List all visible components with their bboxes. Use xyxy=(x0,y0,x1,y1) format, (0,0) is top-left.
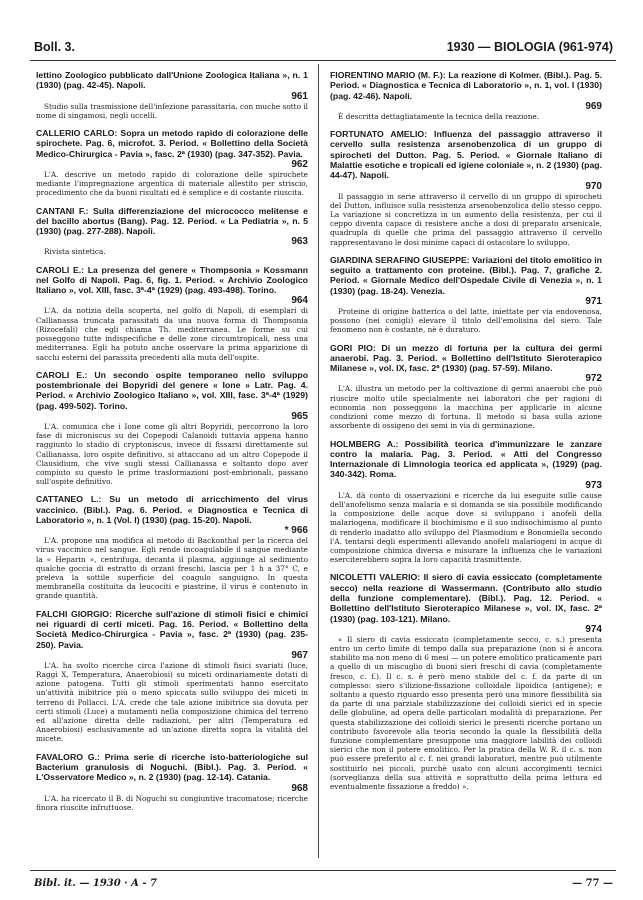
entry-number: 961 xyxy=(291,90,308,102)
entry-number: 969 xyxy=(585,100,602,112)
entry-962 xyxy=(36,128,308,198)
entry-number: 968 xyxy=(291,782,308,794)
entry-963 xyxy=(36,206,308,257)
entry-number: 962 xyxy=(291,158,308,170)
entry-968 xyxy=(36,752,308,812)
header-rule xyxy=(30,60,616,61)
entry-title: HOLMBERG A.: Possibilità teorica d'immunizzare le zanzare contro la malaria. Pag. 3. Period. « Atti del Congresso Internazionale di Limnologia teorica ed applicata », (1929) (pag. 340-342). Roma. xyxy=(330,438,602,480)
entry-summary: Il passaggio in serie attraverso il cervello di un gruppo di spirocheti del Dutton, influisce sulla resistenza arsenobenzolica dello stesso ceppo. La variazione si concretizza in un aumento della resistenza, per cui il ceppo diventa capace di resistere anche a dosi di preparato arsenicale, quadrupla di quelle che prima del passaggio attraverso il cervello rappresentavano le dosi minime capaci di ostacolare lo sviluppo. xyxy=(330,191,602,247)
entry-title: CAROLI E.: Un secondo ospite temporaneo nello sviluppo postembrionale dei Bopyridi del genere « Ione » Latr. Pag. 4. Period. « Archivio Zoologico Italiano », vol. XIII, fasc. 3ª-4ª (1929) (pag. 499-502). Torino. xyxy=(36,369,308,411)
entry-title: FALCHI GIORGIO: Ricerche sull'azione di stimoli fisici e chimici nei riguardi di certi miceti. Pag. 16. Period. « Bollettino della Società Medico-Chirurgica - Pavia », fasc. 2ª (1930) (pag. 235-250). Pavia. xyxy=(36,608,308,650)
entry-970 xyxy=(330,129,602,247)
entry-summary: L'A. ha svolto ricerche circa l'azione di stimoli fisici svariati (luce, Raggi X, Temperatura, Anaerobiosi) su miceti ordinariamente dotati di azione patogena. Tutti gli stimoli sperimentati hanno esercitato un'attività inibitrice più o meno spiccata sullo sviluppo dei miceti in terreno di Pollacci. L'A. crede che tale azione inibitrice sia dovuta per certi stimoli (Luce) a mutamenti nella composizione chimica del terreno ed all'azione diretta delle radiazioni, per altri (Temperatura ed Anaerobiosi) esclusivamente ad un'azione diretta sopra la vitalità del micete. xyxy=(36,660,308,744)
entry-number: 971 xyxy=(585,295,602,307)
footer-left: Bibl. it. — 1930 · A - 7 xyxy=(34,878,157,889)
entry-964 xyxy=(36,265,308,362)
entry-966 xyxy=(36,494,308,600)
entry-title: FORTUNATO AMELIO: Influenza del passaggio attraverso il cervello sulla resistenza arsenobenzolica di un gruppo di spirocheti del Dutton. Pag. 5. Period. « Giornale Italiano di Malattie esotiche e tropicali ed igiene coloniale », n. 2 (1930) (pag. 44-47). Napoli. xyxy=(330,129,602,181)
footer-rule xyxy=(30,870,616,871)
entry-summary: Proteine di origine batterica o del latte, iniettate per via endovenosa, possono (nei conigli) elevare il titolo dell'emolisina del siero. Tale fenomeno non è costante, nè è duraturo. xyxy=(330,306,602,335)
entry-number: 974 xyxy=(585,623,602,635)
entry-number: 972 xyxy=(585,373,602,385)
entry-969 xyxy=(330,70,602,121)
entry-title: NICOLETTI VALERIO: Il siero di cavia essiccato (completamente secco) nella reazione di Wassermann. (Contributo allo studio della funzione complementare). (Bibl.). Pag. 12. Period. « Bollettino dell'Istituto Sieroterapico Milanese », vol. IX, fasc. 2ª (1930) (pag. 103-121). Milano. xyxy=(330,572,602,624)
entry-summary: L'A. da notizia della scoperta, nel golfo di Napoli, di esemplari di Callianassa truncata parassitati da una nuova forma di Thompsonia (Rizocefali) che egli chiama Th. mediterranea. Le forme su cui posseggono tutte indispecifiche e delle zone circumtropicali, ness una mediterranea. Egli ha potuto anche osservare la prima apparizione di sacchi esterni del parassita precedenti alla muta dell'ospite. xyxy=(36,306,308,362)
entry-title: CATTANEO L.: Su un metodo di arricchimento del virus vaccinico. (Bibl.). Pag. 6. Period. « Diagnostica e Tecnica di Laboratorio », n. 1 (Vol. I) (1930) (pag. 15-20). Napoli. xyxy=(36,494,308,525)
entry-title: lettino Zoologico pubblicato dall'Unione Zoologica Italiana », n. 1 (1930) (pag. 42-45). Napoli. xyxy=(36,70,308,91)
entry-972 xyxy=(330,343,602,431)
entry-number: 965 xyxy=(291,410,308,422)
left-column xyxy=(36,70,308,820)
entry-number: 970 xyxy=(585,180,602,192)
entry-number: * 966 xyxy=(284,525,308,537)
entry-number: 973 xyxy=(585,479,602,491)
header-right: 1930 — BIOLOGIA (961-974) xyxy=(446,40,613,54)
right-column xyxy=(330,70,602,799)
entry-973 xyxy=(330,439,602,565)
entry-summary: Studio sulla trasmissione dell'infezione parassitaria, con muche sotto il nome di singamosi, negli uccelli. xyxy=(36,101,308,120)
entry-title: FIORENTINO MARIO (M. F.): La reazione di Kolmer. (Bibl.). Pag. 5. Period. « Diagnostica e Tecnica di Laboratorio », n. 1, vol. I (1930) (pag. 42-46). Napoli. xyxy=(330,70,602,101)
entry-summary: È descritta dettagliatamente la tecnica della reazione. xyxy=(338,111,540,121)
entry-number: 967 xyxy=(291,649,308,661)
entry-summary: L'A. illustra un metodo per la coltivazione di germi anaerobi che può riuscire molto utile specialmente nei laboratori che per ragioni di economia non posseggono la macchina per applicarle in alcune condizioni come mezzo di fortuna. Il metodo si basa sulla azione assorbente di ossigeno dei semi in via di germinazione. xyxy=(330,384,602,431)
entry-title: FAVALORO G.: Prima serie di ricerche isto-batteriologiche sul Bacterium granulosis di Noguchi. (Bibl.). Pag. 3. Period. « L'Osservatore Medico », n. 2 (1930) (pag. 12-14). Catania. xyxy=(36,751,308,783)
entry-summary: L'A. comunica che i Ione come gli altri Bopyridi, percorrono la loro fase di microniscus su dei Copepodi Calanoidi tuttavia appena hanno raggiunto lo stadio di cryptoniscus, invece di fissarsi direttamente sul Callianassa, loro ospite definitivo, si attaccano ad un altro Copepode il Clausidium, che vive sugli stessi Callianassa e soltanto dopo aver compiuto su questo le prime trasformazioni post-embrionali, passano sull'ospite definitivo. xyxy=(36,421,308,487)
entry-974 xyxy=(330,572,602,791)
entry-number: 963 xyxy=(291,236,308,248)
entry-summary: L'A. propone una modifica al metodo di Backonthal per la ricerca del virus vaccinico nel sangue. Egli rende incoagulabile il sangue mediante la « Heparin », centrifuga, decanta il plasma, aggiunge al sedimento qualche goccia di estratto di orzani freschi, lascia per 1 h a 37° C, e preleva la sottile superficie del coagulo sanguigno. In questa membranella costituita da leucociti e piastrine, il virus è contenuto in grande quantità. xyxy=(36,536,308,601)
entry-summary: « Il siero di cavia essiccato (completamente secco, c. s.) presenta entro un certo limite di tempo dalla sua preparazione (non si è ancora stabilito ma non meno di 6 mesi — un potere emolitico praticamente pari a quello di un miscuglio di buoni sieri freschi di cavia (completamente fresco, c. f.). Il c. s. è però meno stabile del c. f. da parte di un complesso: siero s'ilizione-fissazione colloidale lipoidica (antigene); e soltanto a questo riguardo esso presenta però una minore flessibilità sia da parte di una parziale stabilizzazione dei colloidi sierici ed in specie delle globuline, ad opera delle particolari modalità di preparazione. Per questa stabilizzazione dei colloidi sierici le presenti ricerche portano un contributo favorevole alla teoria secondo la quale la flessibilità della funzione complementare presuppone una maggiore labilità dei colloidi sierici che non il potere emolitico. Per la pratica della W. R. il c. s. non può essere preferito al c. f. nei grandi laboratori, mentre può utilmente sostituirlo nei piccoli, purchè usato con alcuni accorgimenti tecnici (sorveglianza della sua attività e soprattutto della prima lettura ed eventualmente fissazione a freddo) ». xyxy=(330,634,602,792)
column-divider xyxy=(318,64,319,858)
entry-965 xyxy=(36,370,308,487)
entry-summary: L'A. descrive un metodo rapido di colorazione delle spirochete mediante l'impregnazione argentica di materiale allestito per striscio, procedimento che da buoni risultati ed è semplice e di costante riuscita. xyxy=(36,169,308,198)
entry-number: 964 xyxy=(291,295,308,307)
entry-summary: L'A. dà conto di osservazioni e ricerche da lui eseguite sulle cause dell'anofelismo senza malaria e si domanda se sia possibile modificando la composizione delle acque dove si sviluppano i anofeli della malariogena, modificare il biochimismo e il suo indisochimismo al punto di renderlo inadatto allo sviluppo del Plasmodium e Bonomiella secondo l'A. tentarsi degli esperimenti allevando anofeli malariogeni in acque di composizione chimica diversa e misurare la influenza che le variazioni eserciterebbero sopra la loro capacità trasmittente. xyxy=(330,490,602,565)
entry-967 xyxy=(36,609,308,744)
entry-summary: L'A. ha ricercato il B. di Noguchi su congiuntive tracomatose; ricerche finora riuscite infruttuose. xyxy=(36,793,308,812)
entry-summary: Rivista sintetica. xyxy=(44,247,106,257)
entry-title: CAROLI E.: La presenza del genere « Thompsonia » Kossmann nel Golfo di Napoli. Pag. 6, fig. 1. Period. « Archivio Zoologico Italiano », vol. XIII, fasc. 3ª-4ª (1929) (pag. 493-498). Torino. xyxy=(36,264,308,296)
entry-title: CANTANI F.: Sulla differenziazione del micrococco melitense e del bacillo abortus (Bang). Pag. 12. Period. « La Pediatria », n. 5 (1930) (pag. 277-288). Napoli. xyxy=(36,205,308,237)
header-left: Boll. 3. xyxy=(34,40,75,54)
page-number: — 77 — xyxy=(572,878,613,889)
entry-title: GORI PIO: Di un mezzo di fortuna per la cultura dei germi anaerobi. Pag. 3. Period. « Bollettino dell'Istituto Sieroterapico Milanese », vol. IX, fasc. 2ª (1930) (pag. 57-59). Milano. xyxy=(330,342,602,374)
entry-961 xyxy=(36,70,308,120)
entry-title: CALLERIO CARLO: Sopra un metodo rapido di colorazione delle spirochete. Pag. 6, microfot. 3. Period. « Bollettino della Società Medico-Chirurgica - Pavia », fasc. 2ª (1930) (pag. 347-352). Pavia. xyxy=(36,128,308,159)
entry-title: GIARDINA SERAFINO GIUSEPPE: Variazioni del titolo emolitico in seguito a trattamento con proteine. (Bibl.). Pag. 7, grafiche 2. Period. « Giornale Medico dell'Ospedale Civile di Venezia », n. 1 (1930) (pag. 18-24). Venezia. xyxy=(330,254,602,296)
entry-971 xyxy=(330,255,602,335)
